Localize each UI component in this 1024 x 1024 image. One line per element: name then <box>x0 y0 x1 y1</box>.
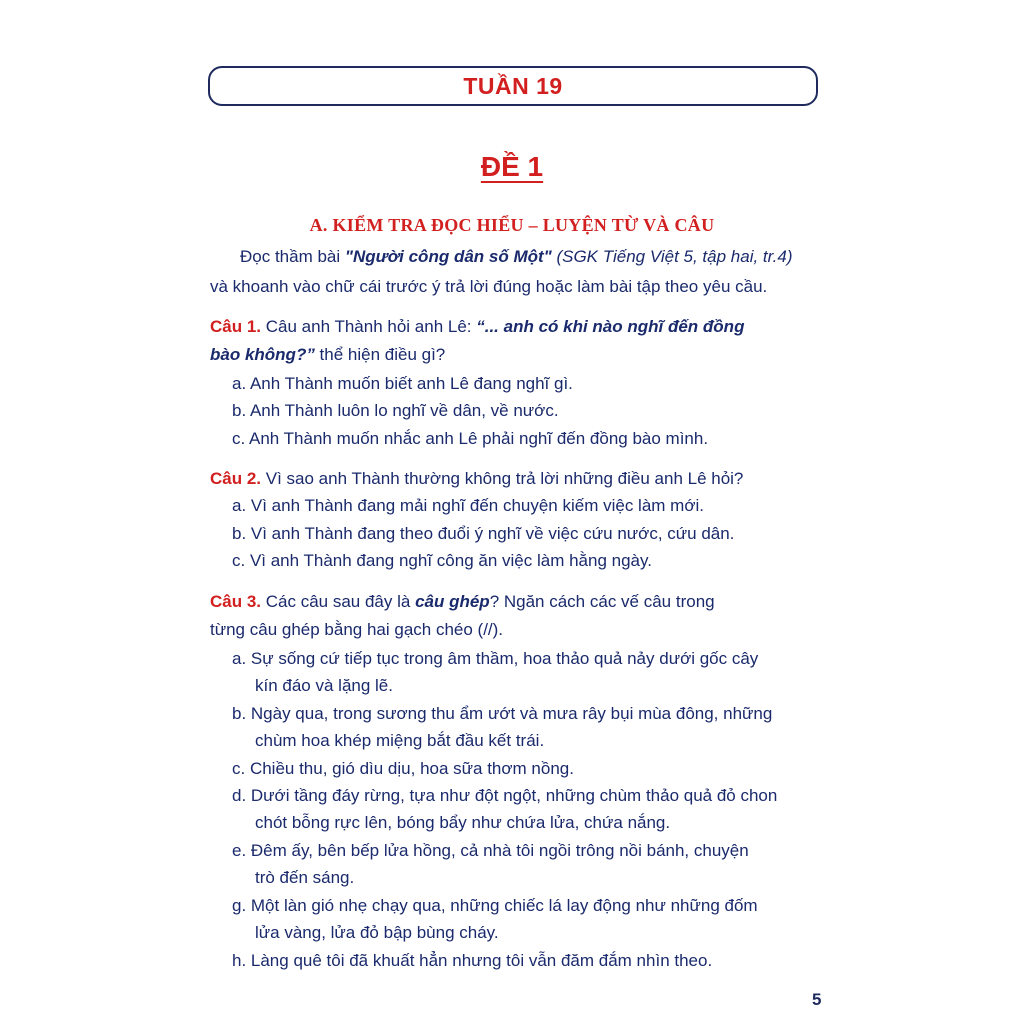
question-1-line-1 <box>210 316 744 338</box>
week-title: TUẦN 19 <box>463 72 563 99</box>
page-number: 5 <box>812 990 822 1009</box>
question-3-line-1 <box>210 591 715 613</box>
question-3-option-g-cont: lửa vàng, lửa đỏ bập bùng cháy. <box>255 923 499 942</box>
question-2-option-b: b. Vì anh Thành đang theo đuổi ý nghĩ về việc cứu nước, cứu dân. <box>232 524 735 543</box>
question-3-option-b-cont: chùm hoa khép miệng bắt đầu kết trái. <box>255 731 545 750</box>
question-3-label: Câu 3. <box>210 592 262 611</box>
question-1-label: Câu 1. <box>210 317 262 336</box>
question-2-label: Câu 2. <box>210 469 262 488</box>
question-3-option-d-cont: chót bỗng rực lên, bóng bẩy như chứa lửa, chứa nắng. <box>255 813 671 832</box>
question-1-text: Câu anh Thành hỏi anh Lê: <box>261 317 477 336</box>
test-title: ĐỀ 1 <box>480 151 544 182</box>
question-3-text: Các câu sau đây là <box>261 592 416 611</box>
question-3-option-e: e. Đêm ấy, bên bếp lửa hồng, cả nhà tôi ngồi trông nồi bánh, chuyện <box>232 841 749 860</box>
question-2-option-a: a. Vì anh Thành đang mải nghĩ đến chuyện kiếm việc làm mới. <box>232 496 704 515</box>
question-3-option-h: h. Làng quê tôi đã khuất hẳn nhưng tôi vẫn đăm đắm nhìn theo. <box>232 951 713 970</box>
lesson-source: (SGK Tiếng Việt 5, tập hai, tr.4) <box>551 247 793 266</box>
question-3-text-end: ? Ngăn cách các vế câu trong <box>489 592 715 611</box>
question-2-option-c: c. Vì anh Thành đang nghĩ công ăn việc làm hằng ngày. <box>232 551 652 570</box>
question-3-option-e-cont: trò đến sáng. <box>255 868 355 887</box>
question-1-option-a: a. Anh Thành muốn biết anh Lê đang nghĩ gì. <box>232 374 573 393</box>
question-3-option-g: g. Một làn gió nhẹ chạy qua, những chiếc lá lay động như những đốm <box>232 896 758 915</box>
question-3-option-a-cont: kín đáo và lặng lẽ. <box>255 676 393 695</box>
question-3-emphasis: câu ghép <box>415 592 490 611</box>
question-1-text-end: thể hiện điều gì? <box>314 345 446 364</box>
question-1-line-2 <box>210 344 445 366</box>
question-3-option-a: a. Sự sống cứ tiếp tục trong âm thầm, hoa thảo quả nảy dưới gốc cây <box>232 649 759 668</box>
question-1-option-c: c. Anh Thành muốn nhắc anh Lê phải nghĩ đến đồng bào mình. <box>232 429 709 448</box>
question-3-option-b: b. Ngày qua, trong sương thu ẩm ướt và mưa rây bụi mùa đông, những <box>232 704 773 723</box>
question-2-text: Vì sao anh Thành thường không trả lời những điều anh Lê hỏi? <box>261 469 744 488</box>
question-1-quote: “... anh có khi nào nghĩ đến đồng <box>476 317 745 336</box>
question-1-quote-end: bào không?” <box>210 345 315 364</box>
question-2-line <box>210 468 743 490</box>
week-header-box <box>208 66 818 106</box>
section-title: A. KIỂM TRA ĐỌC HIỂU – LUYỆN TỪ VÀ CÂU <box>309 215 715 235</box>
question-1-option-b: b. Anh Thành luôn lo nghĩ về dân, về nước. <box>232 401 559 420</box>
intro-line-2: và khoanh vào chữ cái trước ý trả lời đúng hoặc làm bài tập theo yêu cầu. <box>210 277 768 296</box>
question-3-line-2: từng câu ghép bằng hai gạch chéo (//). <box>210 620 504 639</box>
question-3-option-d: d. Dưới tầng đáy rừng, tựa như đột ngột, những chùm thảo quả đỏ chon <box>232 786 778 805</box>
intro-line-1 <box>240 246 793 268</box>
question-3-option-c: c. Chiều thu, gió dìu dịu, hoa sữa thơm nồng. <box>232 759 574 778</box>
lesson-title: "Người công dân số Một" <box>344 247 552 266</box>
intro-prefix: Đọc thầm bài <box>240 247 345 266</box>
